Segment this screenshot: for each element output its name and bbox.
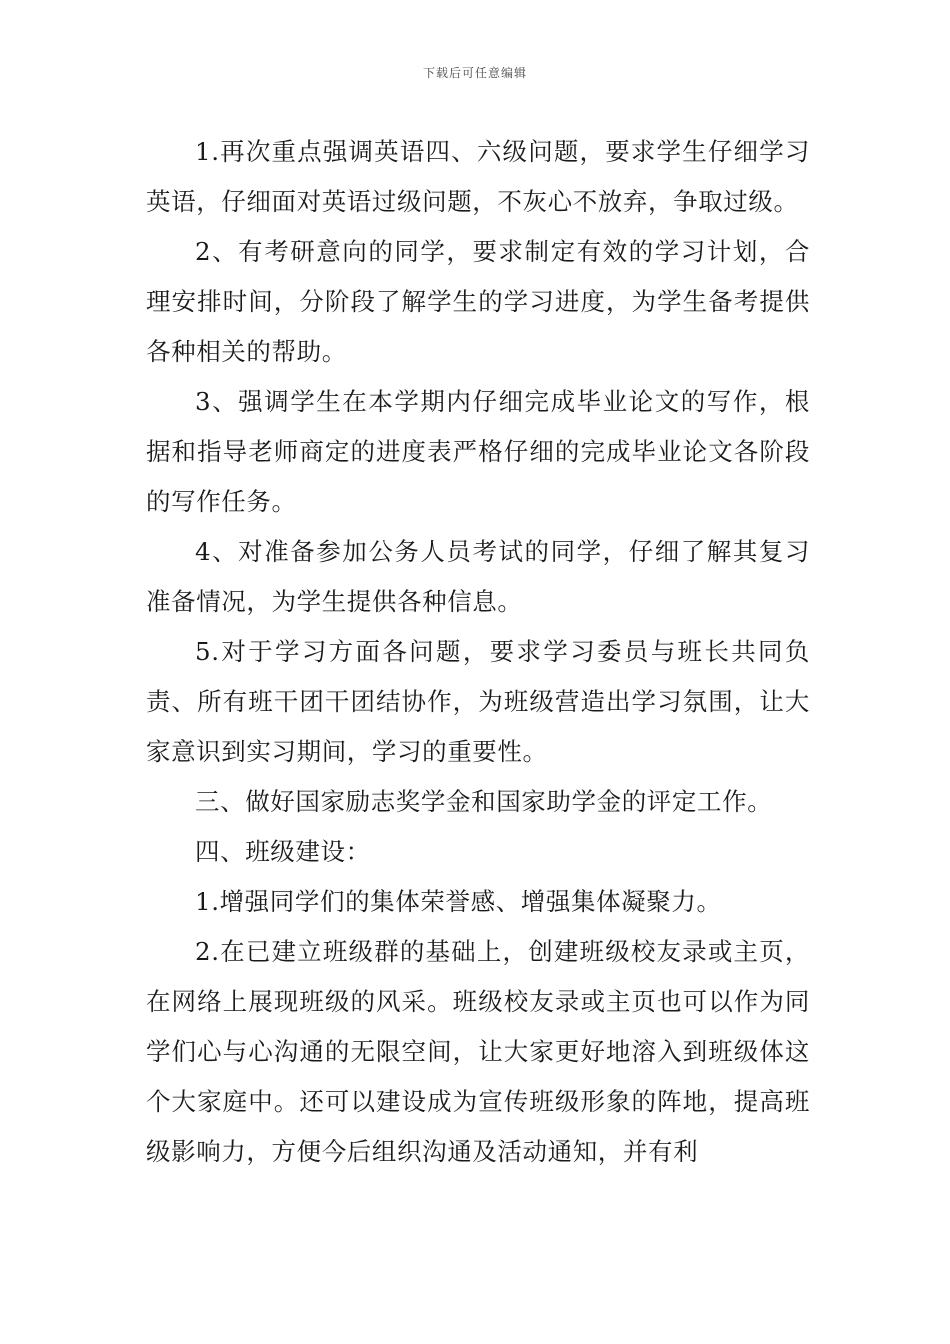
paragraph-postgraduate-exam: 2、有考研意向的同学，要求制定有效的学习计划，合理安排时间，分阶段了解学生的学习进度，为学生备考提供各种相关的帮助。: [146, 237, 810, 366]
paragraph-class-homepage: 2.在已建立班级群的基础上，创建班级校友录或主页，在网络上展现班级的风采。班级校友录或主页也可以作为同学们心与心沟通的无限空间，让大家更好地溶入到班级体这个大家庭中。还可以建设成为宣传班级形象的阵地，提高班级影响力，方便今后组织沟通及活动通知，并有利: [146, 937, 810, 1166]
paragraph-english-exam: 1.再次重点强调英语四、六级问题，要求学生仔细学习英语，仔细面对英语过级问题，不灰心不放弃，争取过级。: [146, 137, 810, 216]
paragraph-collective-honor: 1.增强同学们的集体荣誉感、增强集体凝聚力。: [195, 887, 722, 916]
paragraph-graduation-thesis: 3、强调学生在本学期内仔细完成毕业论文的写作，根据和指导老师商定的进度表严格仔细的完成毕业论文各阶段的写作任务。: [146, 387, 810, 516]
paragraph-scholarship: 三、做好国家励志奖学金和国家助学金的评定工作。: [195, 787, 773, 816]
paragraph-study-atmosphere: 5.对于学习方面各问题，要求学习委员与班长共同负责、所有班干团干团结协作，为班级营造出学习氛围，让大家意识到实习期间，学习的重要性。: [146, 637, 810, 766]
download-note: 下载后可任意编辑: [422, 66, 527, 80]
document-body: [146, 127, 810, 1177]
paragraph-civil-service-exam: 4、对准备参加公务人员考试的同学，仔细了解其复习准备情况，为学生提供各种信息。: [146, 537, 810, 616]
section-heading-class-building: 四、班级建设：: [195, 837, 371, 866]
